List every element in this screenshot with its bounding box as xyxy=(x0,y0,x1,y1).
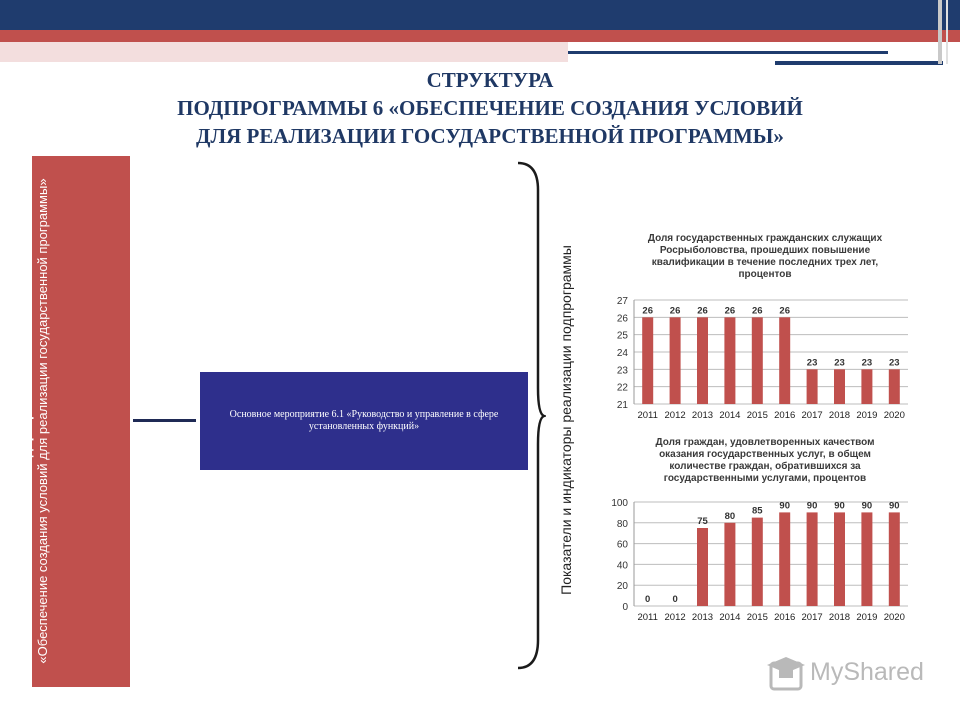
chart-2-ytick-label: 60 xyxy=(616,539,628,551)
header-rule-2 xyxy=(775,61,943,65)
chart-2-xtick-label: 2018 xyxy=(828,612,851,623)
header-band-red xyxy=(0,30,960,42)
chart-1-xtick-label: 2016 xyxy=(774,410,796,421)
chart-2-title-line: количестве граждан, обратившихся за xyxy=(669,461,861,472)
chart-1-ytick-label: 25 xyxy=(616,330,628,342)
chart-2-title-line: Доля граждан, удовлетворенных качеством xyxy=(655,437,875,448)
chart-2-title-line: оказания государственных услуг, в общем xyxy=(659,449,871,460)
chart-1-data-label: 26 xyxy=(724,305,736,317)
chart-2-data-label: 0 xyxy=(645,594,651,605)
chart-2-xtick-label: 2011 xyxy=(637,612,658,623)
chart-2-ytick-label: 20 xyxy=(616,581,628,593)
chart-1-xtick-label: 2015 xyxy=(746,410,768,421)
chart-1-xtick-label: 2011 xyxy=(637,410,658,421)
chart-2-xtick-label: 2020 xyxy=(883,612,905,623)
chart-2-data-label: 85 xyxy=(752,505,763,517)
chart-1-xtick-label: 2019 xyxy=(856,410,878,421)
chart-2-ytick-label: 80 xyxy=(616,518,628,530)
chart-1-data-label: 23 xyxy=(861,357,873,369)
chart-1-data-label: 23 xyxy=(806,357,818,369)
chart-1-ytick-label: 22 xyxy=(616,382,628,394)
chart-1-data-label: 26 xyxy=(779,305,790,317)
chart-1-data-label: 23 xyxy=(889,357,900,369)
brace-icon xyxy=(512,160,546,672)
chart-2-ytick-label: 40 xyxy=(616,560,628,572)
chart-1-xtick-label: 2018 xyxy=(828,410,851,421)
chart-1-ytick-label: 26 xyxy=(616,313,628,325)
connector-line xyxy=(133,419,196,422)
chart-2-data-label: 90 xyxy=(806,500,818,512)
header-stripe xyxy=(938,0,942,64)
chart-1-xtick-label: 2014 xyxy=(719,410,741,421)
chart-2-xtick-label: 2014 xyxy=(719,612,741,623)
chart-1-bar xyxy=(889,369,900,404)
chart-1-title-line: Росрыболовства, прошедших повышение xyxy=(659,245,871,256)
subprogram-description: «Обеспечение создания условий для реализации государственной программы» xyxy=(35,178,50,664)
chart-1-xtick-label: 2013 xyxy=(691,410,714,421)
chart-2-xtick-label: 2013 xyxy=(691,612,714,623)
chart-2-xtick-label: 2017 xyxy=(801,612,823,623)
chart-2-bar xyxy=(807,512,818,606)
chart-1-title-line: процентов xyxy=(738,269,792,280)
indicators-label: Показатели и индикаторы реализации подпрограммы xyxy=(558,245,574,595)
slide-title-line-2: ПОДПРОГРАММЫ 6 «ОБЕСПЕЧЕНИЕ СОЗДАНИЯ УСЛОВИЙ xyxy=(177,96,803,120)
chart-1-data-label: 23 xyxy=(834,357,845,369)
slide-title xyxy=(110,66,870,150)
chart-1-xtick-label: 2012 xyxy=(664,410,686,421)
chart-2-xtick-label: 2019 xyxy=(856,612,878,623)
chart-2-bar xyxy=(724,523,735,606)
chart-2-bar xyxy=(889,512,900,606)
chart-2-bar xyxy=(834,512,845,606)
chart-2-title xyxy=(620,437,910,485)
chart-2-data-label: 80 xyxy=(724,510,736,522)
chart-1-ytick-label: 24 xyxy=(616,348,628,359)
chart-1-data-label: 26 xyxy=(642,305,653,317)
chart-2-data-label: 90 xyxy=(834,500,845,512)
header-rule-1 xyxy=(568,51,888,54)
chart-2-ytick-label: 0 xyxy=(622,602,628,613)
mortarboard-icon xyxy=(767,655,811,695)
chart-2-title-line: государственными услугами, процентов xyxy=(663,473,867,484)
chart-2-xtick-label: 2012 xyxy=(664,612,686,623)
chart-1 xyxy=(596,288,916,428)
chart-1-data-label: 26 xyxy=(697,305,708,317)
chart-1-bar xyxy=(779,317,790,404)
chart-2-bar xyxy=(752,518,763,606)
chart-1-bar xyxy=(752,317,763,404)
chart-1-title-line: квалификации в течение последних трех лет, xyxy=(651,257,879,268)
chart-2-xtick-label: 2015 xyxy=(746,612,768,623)
chart-1-data-label: 26 xyxy=(669,305,681,317)
chart-2-bar xyxy=(697,528,708,606)
subprogram-name: Подпрограмма 6 xyxy=(19,367,34,475)
chart-1-bar xyxy=(861,369,872,404)
main-measure-box xyxy=(200,372,528,470)
chart-2-data-label: 90 xyxy=(861,500,873,512)
chart-2 xyxy=(596,490,916,630)
chart-1-xtick-label: 2020 xyxy=(883,410,905,421)
chart-1-title-line: Доля государственных гражданских служащих xyxy=(647,233,883,244)
watermark-text: MyShared xyxy=(810,658,924,686)
chart-1-bar xyxy=(724,317,735,404)
header-band-navy xyxy=(0,0,960,30)
chart-1-bar xyxy=(807,369,818,404)
chart-2-bar xyxy=(779,512,790,606)
chart-1-ytick-label: 21 xyxy=(616,400,628,411)
chart-1-ytick-label: 23 xyxy=(616,365,628,377)
chart-2-data-label: 75 xyxy=(697,516,708,527)
chart-2-xtick-label: 2016 xyxy=(774,612,796,623)
chart-2-bar xyxy=(861,512,872,606)
main-measure-text: Основное мероприятие 6.1 «Руководство и управление в сфере установленных функций» xyxy=(229,409,499,432)
chart-1-bar xyxy=(834,369,845,404)
chart-1-xtick-label: 2017 xyxy=(801,410,823,421)
chart-1-bar xyxy=(697,317,708,404)
chart-1-data-label: 26 xyxy=(752,305,763,317)
chart-1-title xyxy=(620,233,910,281)
subprogram-column-text xyxy=(19,161,79,681)
chart-1-ytick-label: 27 xyxy=(616,296,628,307)
chart-2-data-label: 90 xyxy=(889,500,900,512)
slide-title-line-3: ДЛЯ РЕАЛИЗАЦИИ ГОСУДАРСТВЕННОЙ ПРОГРАММЫ» xyxy=(196,124,784,148)
slide-title-line-1: СТРУКТУРА xyxy=(426,68,554,92)
chart-2-data-label: 90 xyxy=(779,500,790,512)
chart-1-bar xyxy=(670,317,681,404)
chart-1-bar xyxy=(642,317,653,404)
chart-2-ytick-label: 100 xyxy=(611,498,628,509)
chart-2-data-label: 0 xyxy=(672,594,678,605)
header-stripe-2 xyxy=(946,0,948,64)
